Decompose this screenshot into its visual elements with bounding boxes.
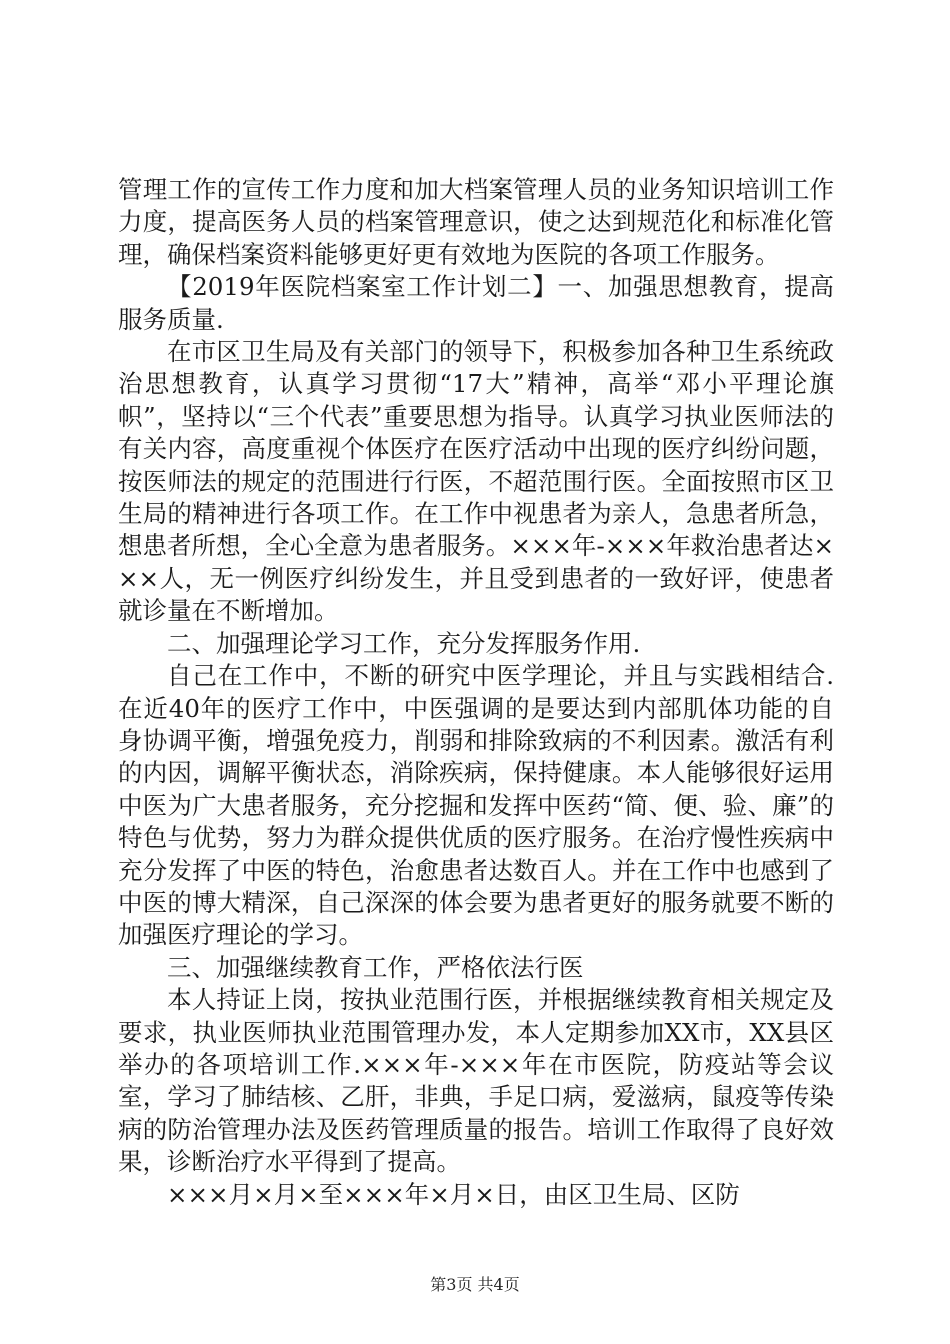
paragraph-training: 本人持证上岗，按执业范围行医，并根据继续教育相关规定及要求，执业医师执业范围管理办发，本人定期参加XX市，XX县区举办的各项培训工作.×××年-×××年在市医院，防疫站等会议室，学习了肺结核、乙肝，非典，手足口病，爱滋病，鼠疫等传染病的防治管理办法及医药管理质量的报告。培训工作取得了良好效果，诊断治疗水平得到了提高。 — [118, 985, 834, 1177]
paragraph-ideology-education: 在市区卫生局及有关部门的领导下，积极参加各种卫生系统政治思想教育，认真学习贯彻“17大”精神，高举“邓小平理论旗帜”，坚持以“三个代表”重要思想为指导。认真学习执业医师法的有关内容，高度重视个体医疗在医疗活动中出现的医疗纠纷问题，按医师法的规定的范围进行行医，不超范围行医。全面按照市区卫生局的精神进行各项工作。在工作中视患者为亲人，急患者所急，想患者所想，全心全意为患者服务。×××年-×××年救治患者达×××人，无一例医疗纠纷发生，并且受到患者的一致好评，使患者就诊量在不断增加。 — [118, 337, 834, 626]
page-number-footer: 第3页 共4页 — [430, 1275, 520, 1294]
paragraph-plan-two-heading: 【2019年医院档案室工作计划二】一、加强思想教育，提高服务质量. — [118, 272, 834, 334]
paragraph-date-truncated: ×××月×月×至×××年×月×日，由区卫生局、区防 — [167, 1179, 740, 1209]
section-heading-theory-study: 二、加强理论学习工作，充分发挥服务作用. — [167, 628, 641, 658]
document-body — [118, 174, 834, 1211]
paragraph-continued: 管理工作的宣传工作力度和加大档案管理人员的业务知识培训工作力度，提高医务人员的档案管理意识，使之达到规范化和标准化管理，确保档案资料能够更好更有效地为医院的各项工作服务。 — [118, 175, 834, 269]
paragraph-tcm-practice: 自己在工作中，不断的研究中医学理论，并且与实践相结合.在近40年的医疗工作中，中医强调的是要达到内部肌体功能的自身协调平衡，增强免疫力，削弱和排除致病的不利因素。激活有利的内因，调解平衡状态，消除疾病，保持健康。本人能够很好运用中医为广大患者服务，充分挖掘和发挥中医药“简、便、验、廉”的特色与优势，努力为群众提供优质的医疗服务。在治疗慢性疾病中充分发挥了中医的特色，治愈患者达数百人。并在工作中也感到了中医的博大精深，自己深深的体会要为患者更好的服务就要不断的加强医疗理论的学习。 — [118, 661, 834, 950]
section-heading-continuing-education: 三、加强继续教育工作，严格依法行医 — [167, 952, 584, 982]
